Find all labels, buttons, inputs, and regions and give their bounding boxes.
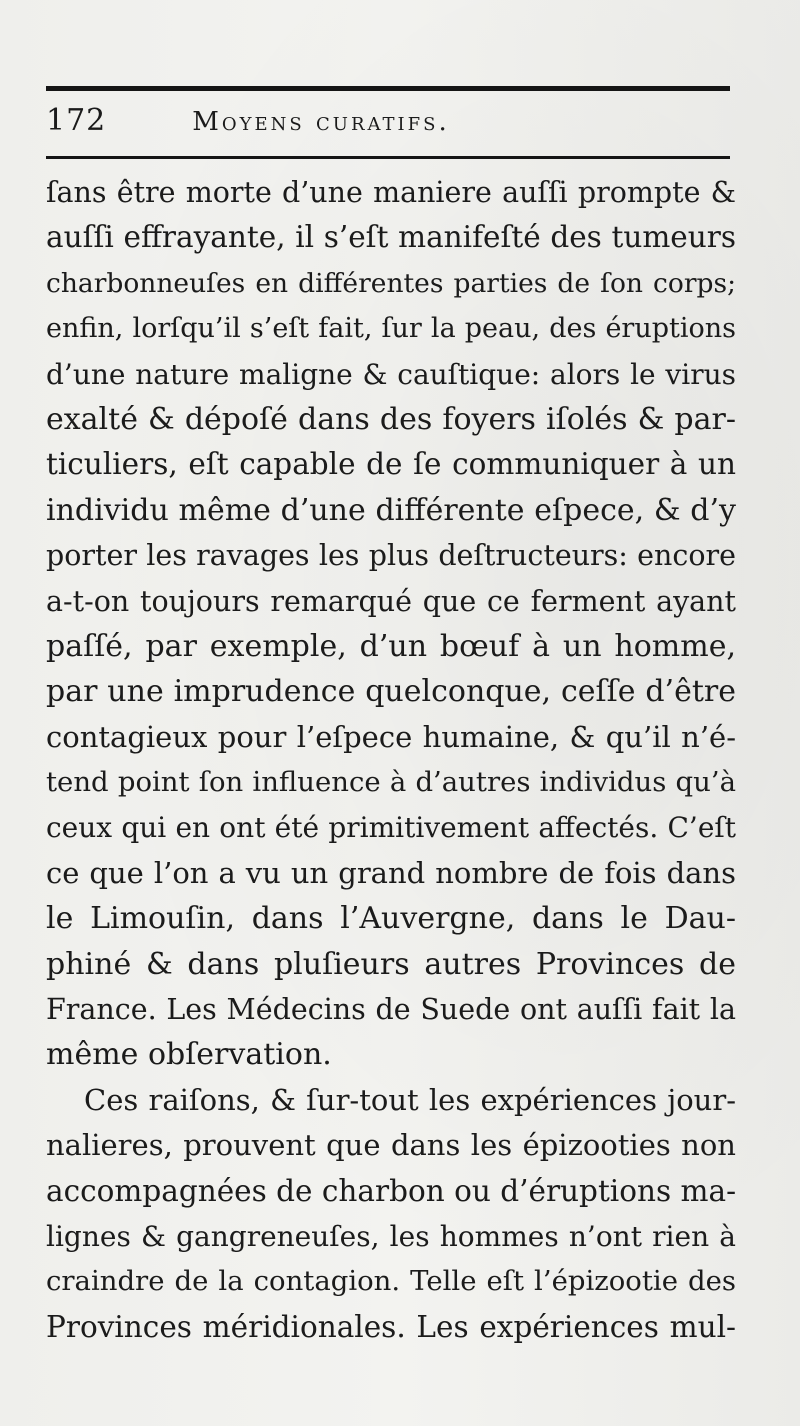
text-line: auſſi effrayante, il s’eſt manifeſté des tumeurs <box>46 220 736 255</box>
text-line: individu même d’une différente eſpece, & d’y <box>46 492 736 528</box>
header-top-rule <box>46 86 730 91</box>
text-line: enfin, lorſqu’il s’eſt fait, ſur la peau, des éruptions <box>46 313 736 345</box>
page-header <box>46 103 746 143</box>
text-line: même obſervation. <box>46 1037 332 1073</box>
text-line: a-t-on toujours remarqué que ce ferment ayant <box>46 584 736 618</box>
text-line: ſans être morte d’une maniere auſſi prompte & <box>46 176 736 209</box>
running-head: Moyens curatifs. <box>192 107 450 137</box>
text-line: ce que l’on a vu un grand nombre de fois dans <box>46 855 736 890</box>
text-line: France. Les Médecins de Suede ont auſſi fait la <box>46 993 736 1027</box>
text-line: paſſé, par exemple, d’un bœuf à un homme, <box>46 628 736 664</box>
text-line: Provinces méridionales. Les expériences mul- <box>46 1309 736 1344</box>
text-line: ceux qui en ont été primitivement affectés. C’eſt <box>46 811 736 845</box>
text-line: exalté & dépoſé dans des foyers iſolés & par- <box>46 401 736 437</box>
text-line: ticuliers, eſt capable de ſe communiquer à un <box>46 447 736 482</box>
header-bottom-rule <box>46 156 730 159</box>
text-line: lignes & gangreneuſes, les hommes n’ont rien à <box>46 1219 736 1253</box>
text-line: porter les ravages les plus deſtructeurs: encore <box>46 539 736 573</box>
text-line: tend point ſon influence à d’autres individus qu’à <box>46 766 736 799</box>
text-line: accompagnées de charbon ou d’éruptions ma- <box>46 1173 737 1208</box>
text-line: le Limouſin, dans l’Auvergne, dans le Dau- <box>46 901 736 937</box>
text-line: d’une nature maligne & cauſtique: alors le virus <box>46 357 736 391</box>
text-line: phiné & dans pluſieurs autres Provinces de <box>46 946 736 982</box>
text-line: nalieres, prouvent que dans les épizooties non <box>46 1128 736 1163</box>
text-line: craindre de la contagion. Telle eſt l’épizootie des <box>46 1265 736 1298</box>
page-number: 172 <box>46 103 107 138</box>
text-line: par une imprudence quelconque, ceſſe d’être <box>46 674 736 710</box>
text-line: Ces raiſons, & ſur-tout les expériences jour- <box>84 1082 736 1117</box>
text-line: charbonneuſes en différentes parties de ſon corps; <box>46 267 736 299</box>
text-line: contagieux pour l’eſpece humaine, & qu’il n’é- <box>46 719 736 754</box>
body-text <box>46 170 736 1350</box>
